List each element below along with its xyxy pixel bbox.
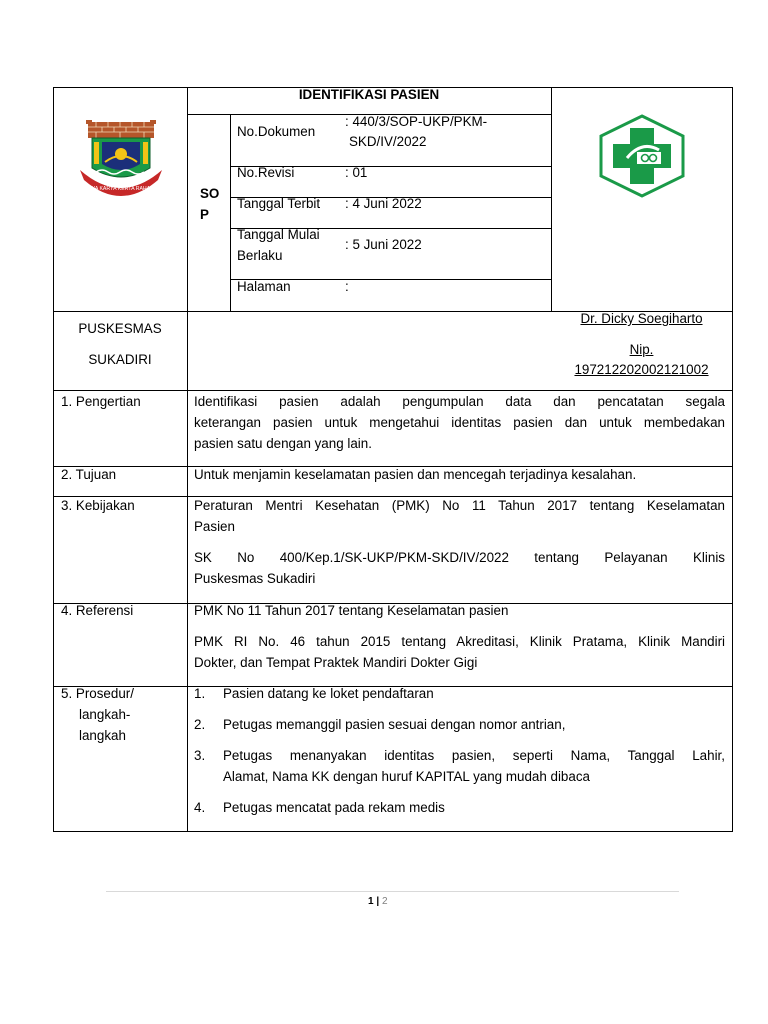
page-indicator xyxy=(368,894,388,910)
step-text: Petugas mencatat pada rekam medis xyxy=(223,800,445,815)
doc-number-label: No.Dokumen xyxy=(237,124,316,139)
step-text-continued: Alamat, Nama KK dengan huruf KAPITAL yang mudah dibaca xyxy=(223,769,590,784)
page-next: 2 xyxy=(381,896,388,907)
org-name-line1: PUSKESMAS xyxy=(78,321,162,336)
doc-number-value: : 440/3/SOP-UKP/PKM- xyxy=(345,114,488,129)
kebijakan-p2-line-2: Puskesmas Sukadiri xyxy=(194,571,316,586)
pengertian-line-1: Identifikasi pasien adalah pengumpulan data dan pencatatan segala xyxy=(194,394,725,409)
pengertian-line-3: pasien satu dengan yang lain. xyxy=(194,436,372,451)
step-text: Pasien datang ke loket pendaftaran xyxy=(223,686,434,701)
section-label-prosedur-3: langkah xyxy=(79,728,126,743)
referensi-p2-line-1: PMK RI No. 46 tahun 2015 tentang Akreditasi, Klinik Pratama, Klinik Mandiri xyxy=(194,634,725,649)
document-title: IDENTIFIKASI PASIEN xyxy=(298,87,440,102)
step-text: Petugas memanggil pasien sesuai dengan nomor antrian, xyxy=(223,717,566,732)
step-number: 4. xyxy=(194,800,206,815)
kebijakan-p1-line-1: Peraturan Mentri Kesehatan (PMK) No 11 Tahun 2017 tentang Keselamatan xyxy=(194,498,725,513)
issue-date-label: Tanggal Terbit xyxy=(237,196,321,211)
footer-rule xyxy=(106,891,679,892)
puskesmas-logo xyxy=(597,114,687,198)
kebijakan-p2-line-1: SK No 400/Kep.1/SK-UKP/PKM-SKD/IV/2022 tentang Pelayanan Klinis xyxy=(194,550,725,565)
section-label-pengertian: 1. Pengertian xyxy=(61,394,141,409)
section-label-tujuan: 2. Tujuan xyxy=(61,467,117,482)
logo-motto: SATYA KARYA KERTA RAHARJA xyxy=(82,186,160,192)
effective-date-value: : 5 Juni 2022 xyxy=(345,237,422,252)
sop-label-1: SO xyxy=(200,186,220,201)
section-label-referensi: 4. Referensi xyxy=(61,603,134,618)
page-separator: | xyxy=(376,896,380,907)
revision-value: : 01 xyxy=(345,165,368,180)
step-number: 2. xyxy=(194,717,206,732)
section-label-prosedur-2: langkah- xyxy=(79,707,131,722)
page-current: 1 xyxy=(368,896,374,907)
org-name-line2: SUKADIRI xyxy=(88,352,152,367)
section-label-prosedur: 5. Prosedur/ xyxy=(61,686,134,701)
page-label: Halaman xyxy=(237,279,291,294)
revision-label: No.Revisi xyxy=(237,165,295,180)
step-text: Petugas menanyakan identitas pasien, seperti Nama, Tanggal Lahir, xyxy=(223,748,725,763)
issue-date-value: : 4 Juni 2022 xyxy=(345,196,422,211)
effective-date-label: Tanggal Mulai xyxy=(237,227,320,242)
section-label-kebijakan: 3. Kebijakan xyxy=(61,498,135,513)
regency-logo xyxy=(78,120,164,198)
step-number: 1. xyxy=(194,686,206,701)
page-value: : xyxy=(345,279,349,294)
effective-date-label-2: Berlaku xyxy=(237,248,283,263)
signer-name: Dr. Dicky Soegiharto xyxy=(580,311,703,326)
pengertian-line-2: keterangan pasien untuk mengetahui identitas pasien dan untuk membedakan xyxy=(194,415,725,430)
signer-nip-value: 197212202002121002 xyxy=(574,362,709,377)
kebijakan-p1-line-2: Pasien xyxy=(194,519,235,534)
signer-nip-label: Nip. xyxy=(629,342,654,357)
doc-number-value-2: SKD/IV/2022 xyxy=(349,134,427,149)
referensi-p2-line-2: Dokter, dan Tempat Praktek Mandiri Dokter Gigi xyxy=(194,655,478,670)
step-number: 3. xyxy=(194,748,206,763)
sop-label-2: P xyxy=(200,207,209,222)
tujuan-text: Untuk menjamin keselamatan pasien dan mencegah terjadinya kesalahan. xyxy=(194,467,637,482)
referensi-p1: PMK No 11 Tahun 2017 tentang Keselamatan pasien xyxy=(194,603,509,618)
